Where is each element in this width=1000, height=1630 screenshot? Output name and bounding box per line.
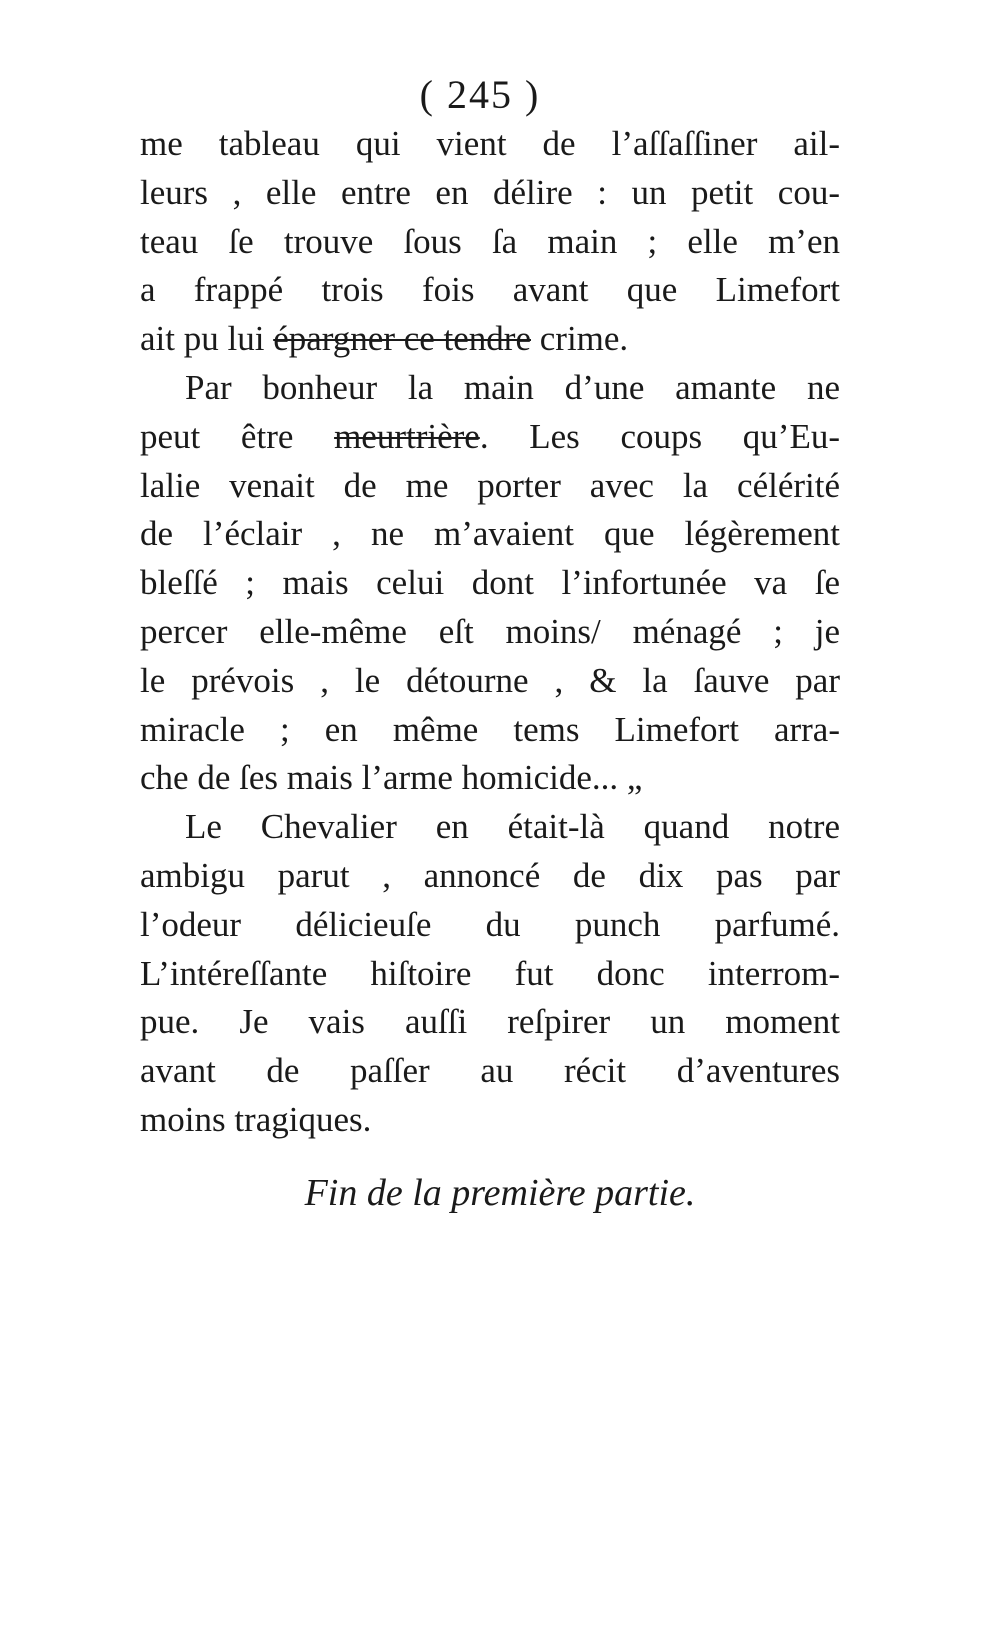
struck-text: meurtrière bbox=[334, 416, 480, 456]
text-line: che de ſes mais l’arme homicide... „ bbox=[140, 758, 643, 798]
text-line: teau ſe trouve ſous ſa main ; elle m’en bbox=[140, 221, 840, 261]
closing-line: Fin de la première partie. bbox=[304, 1172, 696, 1214]
text-fragment: . Les coups qu’Eu- bbox=[479, 416, 840, 456]
text-line: a frappé trois fois avant que Limefort bbox=[140, 270, 840, 310]
text-fragment: crime. bbox=[531, 319, 629, 359]
text-line: bleſſé ; mais celui dont l’infortunée va ſe bbox=[140, 563, 840, 603]
text-line: avant de paſſer au récit d’aventures bbox=[140, 1051, 840, 1091]
text-fragment: ait pu lui bbox=[140, 319, 274, 359]
text-line: me tableau qui vient de l’aſſaſſiner ail- bbox=[140, 124, 840, 163]
text-line: le prévois , le détourne , & la ſauve par bbox=[140, 660, 840, 700]
struck-text: épargner ce tendre bbox=[273, 319, 531, 359]
page-number: ( 245 ) bbox=[419, 72, 541, 117]
text-line: leurs , elle entre en délire : un petit cou- bbox=[140, 172, 840, 212]
text-line: ambigu parut , annoncé de dix pas par bbox=[140, 855, 840, 895]
body-text bbox=[140, 120, 840, 1145]
text-line: percer elle-même eſt moins/ ménagé ; je bbox=[140, 611, 840, 651]
text-line: l’odeur délicieuſe du punch parfumé. bbox=[140, 904, 840, 944]
text-line: Le Chevalier en était-là quand notre bbox=[185, 807, 840, 847]
text-line: de l’éclair , ne m’avaient que légèrement bbox=[140, 514, 840, 554]
text-line bbox=[140, 413, 840, 462]
text-line: L’intéreſſante hiſtoire fut donc interrom- bbox=[140, 953, 840, 993]
text-line: miracle ; en même tems Limefort arra- bbox=[140, 709, 840, 749]
text-fragment: peut être bbox=[140, 416, 335, 456]
text-line: Par bonheur la main d’une amante ne bbox=[185, 367, 840, 407]
text-line: pue. Je vais auſſi reſpirer un moment bbox=[140, 1002, 840, 1042]
text-line bbox=[140, 315, 840, 364]
text-line: moins tragiques. bbox=[140, 1099, 372, 1139]
text-line: lalie venait de me porter avec la célérité bbox=[140, 465, 840, 505]
